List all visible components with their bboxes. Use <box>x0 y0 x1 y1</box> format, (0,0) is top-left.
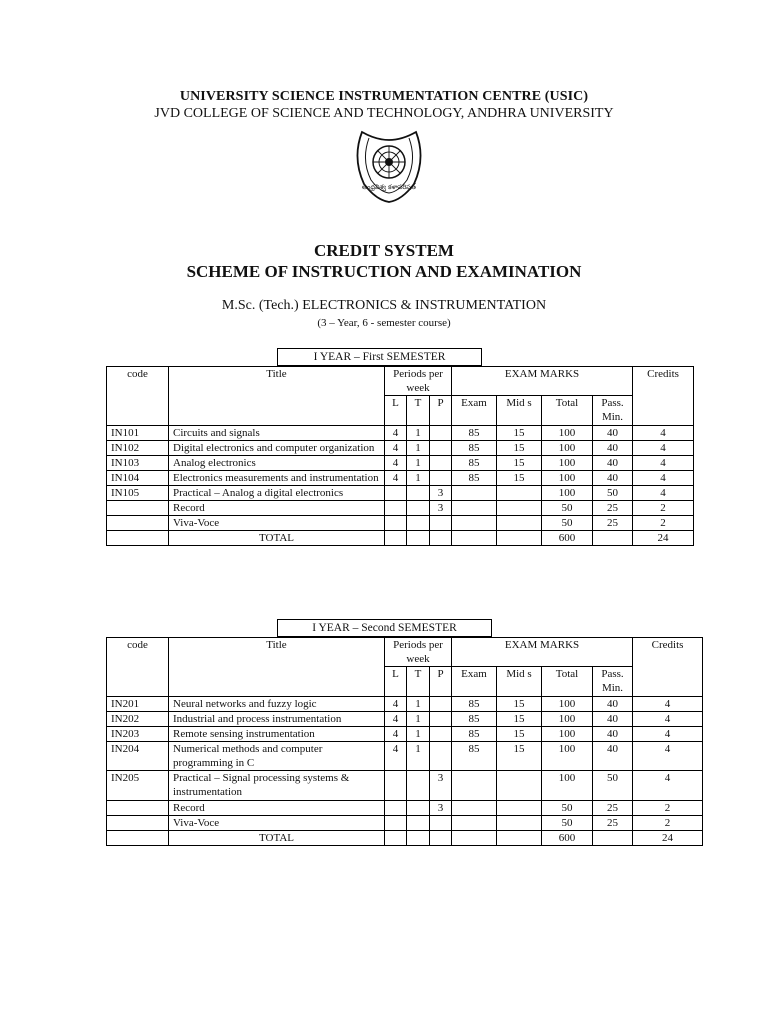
row-p <box>430 727 452 742</box>
row-credits: 4 <box>633 727 703 742</box>
row-exam <box>452 816 497 831</box>
header-title: Title <box>169 367 385 426</box>
table-row <box>107 486 694 501</box>
row-pass: 25 <box>593 816 633 831</box>
title-credit-system: CREDIT SYSTEM <box>314 241 454 260</box>
row-title: Practical – Signal processing systems & instrumentation <box>169 771 385 801</box>
row-total: 100 <box>542 771 593 801</box>
row-exam <box>452 501 497 516</box>
row-t: 1 <box>407 441 430 456</box>
row-exam <box>452 516 497 531</box>
table-row <box>107 712 703 727</box>
total-marks: 600 <box>542 531 593 546</box>
row-t: 1 <box>407 697 430 712</box>
total-credits: 24 <box>633 531 694 546</box>
row-l: 4 <box>385 727 407 742</box>
row-total: 100 <box>542 742 593 771</box>
row-total: 100 <box>542 426 593 441</box>
row-mids: 15 <box>497 712 542 727</box>
row-pass: 50 <box>593 486 633 501</box>
row-title: Circuits and signals <box>169 426 385 441</box>
row-t <box>407 516 430 531</box>
row-p: 3 <box>430 486 452 501</box>
row-total: 100 <box>542 486 593 501</box>
semester-label-second: I YEAR – Second SEMESTER <box>277 619 492 637</box>
row-t: 1 <box>407 456 430 471</box>
row-t <box>407 816 430 831</box>
row-total: 100 <box>542 456 593 471</box>
row-title: Numerical methods and computer programming in C <box>169 742 385 771</box>
row-credits: 4 <box>633 456 694 471</box>
header-l: L <box>385 667 407 697</box>
row-mids <box>497 486 542 501</box>
table-row <box>107 501 694 516</box>
table-row <box>107 816 703 831</box>
row-exam: 85 <box>452 456 497 471</box>
header-code: code <box>107 638 169 697</box>
row-l <box>385 816 407 831</box>
row-title: Electronics measurements and instrumentation <box>169 471 385 486</box>
row-mids: 15 <box>497 426 542 441</box>
row-exam: 85 <box>452 426 497 441</box>
row-total: 50 <box>542 501 593 516</box>
row-total: 100 <box>542 697 593 712</box>
table-row <box>107 742 703 771</box>
institution-name: UNIVERSITY SCIENCE INSTRUMENTATION CENTRE (USIC) <box>179 89 589 104</box>
table-row <box>107 727 703 742</box>
row-credits: 4 <box>633 486 694 501</box>
total-label: TOTAL <box>169 531 385 546</box>
scheme-table-second <box>106 637 703 846</box>
course-duration: (3 – Year, 6 - semester course) <box>317 317 451 329</box>
row-exam: 85 <box>452 742 497 771</box>
row-t: 1 <box>407 742 430 771</box>
row-code: IN105 <box>107 486 169 501</box>
header-p: P <box>430 396 452 426</box>
row-credits: 4 <box>633 771 703 801</box>
row-credits: 2 <box>633 501 694 516</box>
total-row <box>107 531 694 546</box>
row-credits: 4 <box>633 697 703 712</box>
row-code: IN202 <box>107 712 169 727</box>
header-exam-marks: EXAM MARKS <box>452 367 633 396</box>
row-pass: 25 <box>593 501 633 516</box>
seal-lettering: ఆంధ్రవిశ్వ కళాపరిషత్ <box>361 183 417 191</box>
row-mids: 15 <box>497 697 542 712</box>
row-code <box>107 816 169 831</box>
row-title: Industrial and process instrumentation <box>169 712 385 727</box>
row-p <box>430 516 452 531</box>
row-code <box>107 516 169 531</box>
row-title: Viva-Voce <box>169 816 385 831</box>
row-mids: 15 <box>497 742 542 771</box>
row-p <box>430 816 452 831</box>
table-row <box>107 771 703 801</box>
row-pass: 50 <box>593 771 633 801</box>
table-row <box>107 441 694 456</box>
header-l: L <box>385 396 407 426</box>
row-mids: 15 <box>497 456 542 471</box>
row-p: 3 <box>430 771 452 801</box>
row-mids: 15 <box>497 727 542 742</box>
row-exam <box>452 486 497 501</box>
row-pass: 40 <box>593 727 633 742</box>
row-p <box>430 697 452 712</box>
row-credits: 4 <box>633 426 694 441</box>
row-l: 4 <box>385 697 407 712</box>
row-t <box>407 486 430 501</box>
row-l: 4 <box>385 441 407 456</box>
row-p <box>430 441 452 456</box>
row-mids <box>497 801 542 816</box>
header-exam: Exam <box>452 396 497 426</box>
row-p: 3 <box>430 801 452 816</box>
row-l <box>385 801 407 816</box>
header-total: Total <box>542 396 593 426</box>
total-credits: 24 <box>633 831 703 846</box>
header-t: T <box>407 396 430 426</box>
header-code: code <box>107 367 169 426</box>
row-exam: 85 <box>452 697 497 712</box>
row-credits: 4 <box>633 712 703 727</box>
row-l <box>385 486 407 501</box>
row-code: IN104 <box>107 471 169 486</box>
row-l: 4 <box>385 456 407 471</box>
row-title: Record <box>169 801 385 816</box>
header-p: P <box>430 667 452 697</box>
row-exam <box>452 771 497 801</box>
row-pass: 25 <box>593 516 633 531</box>
header-credits: Credits <box>633 638 703 697</box>
row-code: IN101 <box>107 426 169 441</box>
table-row <box>107 456 694 471</box>
row-total: 50 <box>542 816 593 831</box>
header-mids: Mid s <box>497 396 542 426</box>
row-code: IN203 <box>107 727 169 742</box>
header-pass-min: Pass. Min. <box>593 396 633 426</box>
row-total: 50 <box>542 516 593 531</box>
row-p: 3 <box>430 501 452 516</box>
row-l: 4 <box>385 471 407 486</box>
row-credits: 4 <box>633 471 694 486</box>
table-row <box>107 801 703 816</box>
header-periods: Periods per week <box>385 367 452 396</box>
row-p <box>430 471 452 486</box>
row-mids <box>497 501 542 516</box>
row-t: 1 <box>407 426 430 441</box>
row-mids: 15 <box>497 441 542 456</box>
row-mids: 15 <box>497 471 542 486</box>
row-pass: 40 <box>593 697 633 712</box>
row-code: IN201 <box>107 697 169 712</box>
row-total: 100 <box>542 471 593 486</box>
header-mids: Mid s <box>497 667 542 697</box>
table-row <box>107 697 703 712</box>
total-marks: 600 <box>542 831 593 846</box>
row-l <box>385 771 407 801</box>
row-t <box>407 501 430 516</box>
scheme-table-first <box>106 366 694 546</box>
row-code: IN103 <box>107 456 169 471</box>
header-periods: Periods per week <box>385 638 452 667</box>
row-code: IN204 <box>107 742 169 771</box>
row-pass: 40 <box>593 426 633 441</box>
row-pass: 40 <box>593 441 633 456</box>
header-exam-marks: EXAM MARKS <box>452 638 633 667</box>
row-exam: 85 <box>452 727 497 742</box>
row-p <box>430 456 452 471</box>
row-pass: 40 <box>593 742 633 771</box>
row-exam: 85 <box>452 441 497 456</box>
row-pass: 40 <box>593 471 633 486</box>
row-mids <box>497 816 542 831</box>
row-total: 100 <box>542 727 593 742</box>
row-credits: 4 <box>633 742 703 771</box>
row-code: IN102 <box>107 441 169 456</box>
row-total: 100 <box>542 441 593 456</box>
row-title: Viva-Voce <box>169 516 385 531</box>
table-row <box>107 516 694 531</box>
row-t <box>407 771 430 801</box>
row-code <box>107 501 169 516</box>
table-row <box>107 471 694 486</box>
row-exam: 85 <box>452 471 497 486</box>
row-p <box>430 426 452 441</box>
header-exam: Exam <box>452 667 497 697</box>
row-code <box>107 801 169 816</box>
row-t: 1 <box>407 712 430 727</box>
row-total: 50 <box>542 801 593 816</box>
title-scheme: SCHEME OF INSTRUCTION AND EXAMINATION <box>186 262 582 281</box>
row-credits: 2 <box>633 516 694 531</box>
total-row <box>107 831 703 846</box>
row-credits: 2 <box>633 816 703 831</box>
table-row <box>107 426 694 441</box>
row-exam: 85 <box>452 712 497 727</box>
row-l <box>385 516 407 531</box>
row-code: IN205 <box>107 771 169 801</box>
row-total: 100 <box>542 712 593 727</box>
row-mids <box>497 516 542 531</box>
university-seal-logo <box>342 128 436 206</box>
row-p <box>430 712 452 727</box>
row-t: 1 <box>407 727 430 742</box>
row-title: Record <box>169 501 385 516</box>
course-name: M.Sc. (Tech.) ELECTRONICS & INSTRUMENTATION <box>221 298 547 313</box>
row-l: 4 <box>385 426 407 441</box>
row-pass: 40 <box>593 712 633 727</box>
row-l <box>385 501 407 516</box>
row-pass: 40 <box>593 456 633 471</box>
row-mids <box>497 771 542 801</box>
row-title: Remote sensing instrumentation <box>169 727 385 742</box>
row-title: Neural networks and fuzzy logic <box>169 697 385 712</box>
row-t <box>407 801 430 816</box>
row-credits: 4 <box>633 441 694 456</box>
row-title: Analog electronics <box>169 456 385 471</box>
row-l: 4 <box>385 742 407 771</box>
total-label: TOTAL <box>169 831 385 846</box>
college-name: JVD COLLEGE OF SCIENCE AND TECHNOLOGY, ANDHRA UNIVERSITY <box>154 106 614 121</box>
header-pass-min: Pass. Min. <box>593 667 633 697</box>
semester-label-first: I YEAR – First SEMESTER <box>277 348 482 366</box>
row-t: 1 <box>407 471 430 486</box>
row-p <box>430 742 452 771</box>
row-pass: 25 <box>593 801 633 816</box>
header-title: Title <box>169 638 385 697</box>
row-title: Practical – Analog a digital electronics <box>169 486 385 501</box>
row-exam <box>452 801 497 816</box>
row-title: Digital electronics and computer organization <box>169 441 385 456</box>
header-t: T <box>407 667 430 697</box>
row-credits: 2 <box>633 801 703 816</box>
row-l: 4 <box>385 712 407 727</box>
header-total: Total <box>542 667 593 697</box>
header-credits: Credits <box>633 367 694 426</box>
